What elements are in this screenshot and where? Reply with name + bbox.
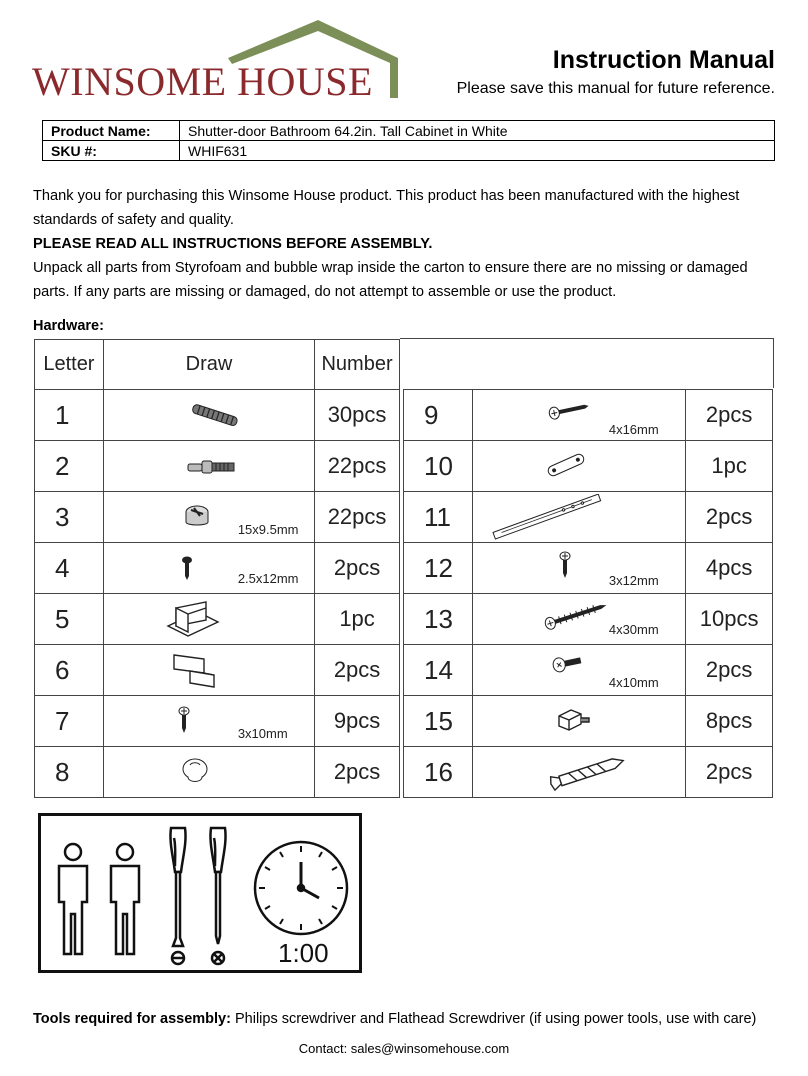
metal-strip-icon: [489, 494, 605, 540]
part-count: 10pcs: [686, 594, 773, 645]
part-letter: 3: [35, 492, 104, 543]
threaded-dowel-icon: [186, 402, 246, 428]
part-letter: 6: [35, 645, 104, 696]
magnetic-catch-icon: [164, 600, 222, 640]
part-letter: 15: [404, 696, 473, 747]
philips-screwdriver-icon: [210, 828, 225, 964]
table-row: [404, 594, 773, 645]
part-size: 3x10mm: [237, 726, 288, 741]
bolt-icon: [551, 651, 585, 675]
part-count: 2pcs: [686, 645, 773, 696]
hardware-table-right: [403, 389, 773, 798]
tools-required: [33, 1011, 756, 1027]
part-count: 2pcs: [686, 390, 773, 441]
person-icon: [59, 844, 87, 954]
product-info-table: [42, 120, 775, 161]
part-draw: [103, 492, 314, 543]
table-row: [35, 390, 400, 441]
part-letter: 5: [35, 594, 104, 645]
intro-warning: PLEASE READ ALL INSTRUCTIONS BEFORE ASSEMBLY.: [33, 236, 433, 252]
header-draw: Draw: [103, 340, 314, 390]
screw-icon: [176, 706, 192, 736]
table-row: [35, 645, 400, 696]
part-draw: [472, 747, 685, 798]
part-count: 2pcs: [315, 543, 400, 594]
hardware-table-left: [34, 339, 400, 798]
hardware-header-row: [35, 340, 400, 390]
part-letter: 9: [404, 390, 473, 441]
product-name-value: Shutter-door Bathroom 64.2in. Tall Cabinet in White: [180, 121, 775, 141]
sku-row: [43, 141, 775, 161]
table-row: [404, 492, 773, 543]
intro-paragraph-1: Thank you for purchasing this Winsome House product. This product has been manufactured with the highest standards of safety and quality.: [33, 188, 740, 228]
part-draw: [472, 492, 685, 543]
product-name-row: [43, 121, 775, 141]
part-letter: 4: [35, 543, 104, 594]
part-letter: 11: [404, 492, 473, 543]
part-draw: [472, 390, 685, 441]
part-draw: [103, 696, 314, 747]
wall-anchor-icon: [545, 751, 631, 793]
part-size: 3x12mm: [608, 573, 659, 588]
part-count: 22pcs: [315, 441, 400, 492]
part-count: 9pcs: [315, 696, 400, 747]
part-draw: [103, 441, 314, 492]
part-letter: 7: [35, 696, 104, 747]
table-row: [404, 645, 773, 696]
table-row: [35, 492, 400, 543]
part-draw: [472, 543, 685, 594]
table-row: [404, 543, 773, 594]
screw-icon: [557, 551, 573, 581]
cam-lock-icon: [182, 502, 212, 532]
part-count: 1pc: [686, 441, 773, 492]
flat-screw-icon: [547, 398, 591, 422]
part-draw: [472, 441, 685, 492]
cam-bolt-icon: [184, 457, 244, 477]
part-count: 2pcs: [315, 747, 400, 798]
product-name-label: Product Name:: [43, 121, 180, 141]
table-row: [35, 747, 400, 798]
part-size: 4x10mm: [608, 675, 659, 690]
part-letter: 10: [404, 441, 473, 492]
tools-text: Philips screwdriver and Flathead Screwdriver (if using power tools, use with care): [234, 1011, 757, 1027]
part-size: 4x30mm: [608, 622, 659, 637]
table-row: [35, 543, 400, 594]
part-size: 15x9.5mm: [237, 522, 299, 537]
table-row: [35, 594, 400, 645]
part-letter: 8: [35, 747, 104, 798]
part-draw: [103, 594, 314, 645]
part-size: 4x16mm: [608, 422, 659, 437]
table-row: [404, 696, 773, 747]
part-draw: [103, 390, 314, 441]
sku-value: WHIF631: [180, 141, 775, 161]
part-letter: 16: [404, 747, 473, 798]
part-count: 2pcs: [686, 747, 773, 798]
connector-plate-icon: [541, 451, 591, 479]
table-row: [35, 441, 400, 492]
assembly-requirements-box: [38, 813, 362, 973]
small-screw-icon: [180, 555, 194, 583]
header-letter: Letter: [35, 340, 104, 390]
shelf-pin-icon: [555, 706, 591, 734]
part-size: 2.5x12mm: [237, 571, 299, 586]
assembly-time: 1:00: [278, 938, 329, 968]
part-letter: 1: [35, 390, 104, 441]
part-draw: [472, 594, 685, 645]
page-subtitle: Please save this manual for future reference.: [456, 80, 775, 97]
knob-icon: [180, 757, 210, 787]
part-letter: 12: [404, 543, 473, 594]
part-count: 2pcs: [315, 645, 400, 696]
part-count: 1pc: [315, 594, 400, 645]
part-draw: [472, 645, 685, 696]
part-letter: 13: [404, 594, 473, 645]
intro-paragraph-2: Unpack all parts from Styrofoam and bubble wrap inside the carton to ensure there are no missing or damaged parts. If any parts are missing or damaged, do not attempt to assemble or use the product.: [33, 260, 748, 300]
sku-label: SKU #:: [43, 141, 180, 161]
tools-label: Tools required for assembly:: [33, 1011, 231, 1027]
bracket-icon: [170, 651, 220, 691]
part-count: 4pcs: [686, 543, 773, 594]
person-icon: [111, 844, 139, 954]
part-draw: [103, 747, 314, 798]
intro-text: [33, 184, 781, 304]
contact-info[interactable]: Contact: sales@winsomehouse.com: [298, 1041, 510, 1056]
part-draw: [103, 543, 314, 594]
hardware-heading: Hardware:: [33, 318, 104, 334]
long-screw-icon: [541, 598, 611, 632]
part-draw: [472, 696, 685, 747]
part-draw: [103, 645, 314, 696]
table-row: [35, 696, 400, 747]
table-row: [404, 441, 773, 492]
page-title: Instruction Manual: [552, 46, 775, 74]
part-count: 8pcs: [686, 696, 773, 747]
part-count: 22pcs: [315, 492, 400, 543]
header-number: Number: [315, 340, 400, 390]
part-letter: 14: [404, 645, 473, 696]
part-count: 2pcs: [686, 492, 773, 543]
part-count: 30pcs: [315, 390, 400, 441]
table-row: [404, 390, 773, 441]
table-divider: [400, 338, 774, 388]
brand-logo: [32, 18, 402, 104]
clock-icon: [255, 842, 347, 934]
part-letter: 2: [35, 441, 104, 492]
flathead-screwdriver-icon: [170, 828, 185, 964]
table-row: [404, 747, 773, 798]
brand-name: WINSOME HOUSE: [32, 59, 373, 104]
